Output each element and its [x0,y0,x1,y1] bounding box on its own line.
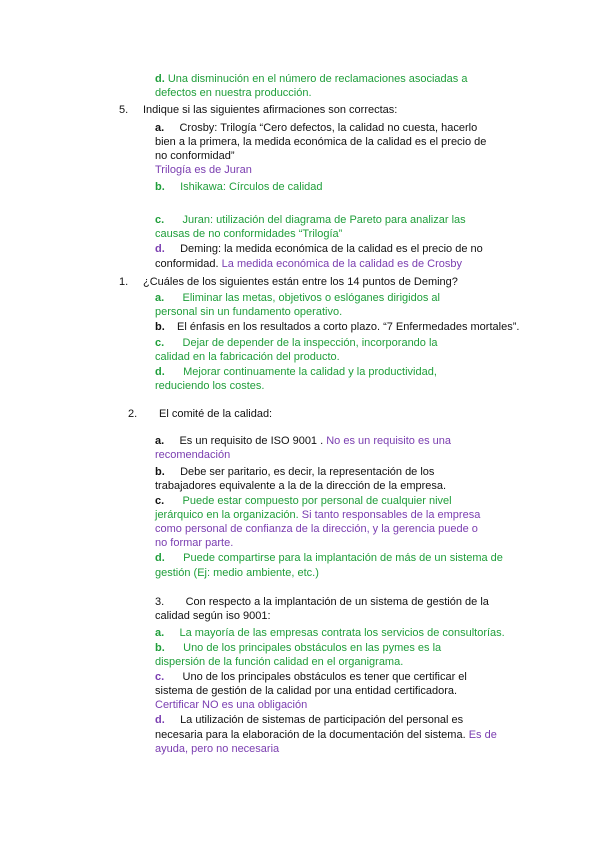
option-note: Es de [468,729,497,741]
option-text: Uno de los principales obstáculos en las pymes es la [183,642,442,654]
option-letter: a. [155,292,165,304]
question-1-number: 1. [119,276,129,288]
q5-option-a-cont-2: no conformidad” [155,150,235,162]
q2-option-c-note-cont-2: no formar parte. [155,537,234,549]
option-text: Deming: la medida económica de la calidad es el precio de no [180,243,483,255]
option-letter: b. [155,466,165,478]
option-text: conformidad. [155,258,219,270]
option-note: Si tanto responsables de la empresa [301,509,481,521]
q3-option-b [155,641,441,656]
q2-option-a [155,434,451,449]
option-note: No es un requisito es una [326,435,451,447]
q3-option-c-cont: sistema de gestión de la calidad por una entidad certificadora. [155,685,458,697]
q5-option-d [155,242,483,257]
question-5-number: 5. [119,104,129,116]
q2-option-b-cont: trabajadores equivalente a la de la dirección de la empresa. [155,480,447,492]
q2-option-d-cont: gestión (Ej: medio ambiente, etc.) [155,567,319,579]
q1-option-d [155,365,437,380]
option-text: La mayoría de las empresas contrata los servicios de consultorías. [179,627,505,639]
top-option-d [155,72,467,87]
q1-option-c-cont: calidad en la fabricación del producto. [155,351,340,363]
q2-option-c-cont [155,508,480,523]
option-text: Uno de los principales obstáculos es tener que certificar el [182,671,467,683]
option-note: La medida económica de la calidad es de Crosby [221,258,462,270]
option-letter: c. [155,214,165,226]
option-text: Ishikawa: Círculos de calidad [180,181,323,193]
q1-option-d-cont: reduciendo los costes. [155,380,265,392]
question-2-number: 2. [128,408,138,420]
option-text: Eliminar las metas, objetivos o eslóganes dirigidos al [182,292,440,304]
option-letter: c. [155,495,165,507]
q1-option-b [155,320,519,335]
option-text: jerárquico en la organización. [155,509,299,521]
option-letter: b. [155,181,165,193]
q2-option-c [155,494,452,509]
option-text: Puede estar compuesto por personal de cualquier nivel [182,495,452,507]
option-letter: c. [155,671,165,683]
option-letter: b. [155,321,165,333]
option-letter: d. [155,714,165,726]
option-letter: d. [155,73,165,85]
option-text: Mejorar continuamente la calidad y la productividad, [183,366,437,378]
option-letter: d. [155,243,165,255]
question-3-number: 3. [155,596,165,608]
question-5-title: Indique si las siguientes afirmaciones son correctas: [143,104,398,116]
option-text: necesaria para la elaboración de la documentación del sistema. [155,729,466,741]
question-3-title [155,595,489,610]
q2-option-a-note-cont: recomendación [155,449,231,461]
question-3-title-text: Con respecto a la implantación de un sistema de gestión de la [185,596,489,608]
option-text: Juran: utilización del diagrama de Pareto para analizar las [182,214,466,226]
q3-option-c [155,670,467,685]
option-text: El énfasis en los resultados a corto plazo. “7 Enfermedades mortales”. [177,321,520,333]
option-letter: a. [155,435,165,447]
q1-option-c [155,336,438,351]
q5-option-a-cont-1: bien a la primera, la medida económica de la calidad es el precio de [155,136,487,148]
q5-option-b [155,180,323,195]
option-text: Una disminución en el número de reclamaciones asociadas a [167,73,468,85]
option-letter: d. [155,366,165,378]
option-letter: d. [155,552,165,564]
top-option-d-cont: defectos en nuestra producción. [155,87,312,99]
q2-option-d [155,551,503,566]
question-3-title-cont: calidad según iso 9001: [155,610,271,622]
option-text: Es un requisito de ISO 9001 . [179,435,324,447]
question-2-title: El comité de la calidad: [159,408,273,420]
q2-option-b [155,465,434,480]
q1-option-a [155,291,440,306]
q1-option-a-cont: personal sin un fundamento operativo. [155,306,343,318]
option-text: Puede compartirse para la implantación de más de un sistema de [183,552,503,564]
option-letter: a. [155,627,165,639]
option-text: La utilización de sistemas de participación del personal es [180,714,464,726]
q3-option-a [155,626,505,641]
q5-option-d-cont [155,257,462,272]
q5-option-c-cont: causas de no conformidades “Trilogía” [155,228,343,240]
option-letter: c. [155,337,165,349]
q5-option-a-note: Trilogía es de Juran [155,164,252,176]
option-text: Debe ser paritario, es decir, la representación de los [180,466,435,478]
option-text: Dejar de depender de la inspección, incorporando la [182,337,438,349]
q3-option-d-note-cont: ayuda, pero no necesaria [155,743,280,755]
q5-option-a [155,121,477,136]
q5-option-c [155,213,466,228]
q3-option-c-note: Certificar NO es una obligación [155,699,308,711]
q3-option-d [155,713,463,728]
q3-option-b-cont: dispersión de la función calidad en el organigrama. [155,656,404,668]
option-text: Crosby: Trilogía “Cero defectos, la calidad no cuesta, hacerlo [179,122,478,134]
q2-option-c-note-cont-1: como personal de confianza de la dirección, y la gerencia puede o [155,523,478,535]
option-letter: b. [155,642,165,654]
q3-option-d-cont [155,728,497,743]
question-1-title: ¿Cuáles de los siguientes están entre los 14 puntos de Deming? [143,276,458,288]
option-letter: a. [155,122,165,134]
